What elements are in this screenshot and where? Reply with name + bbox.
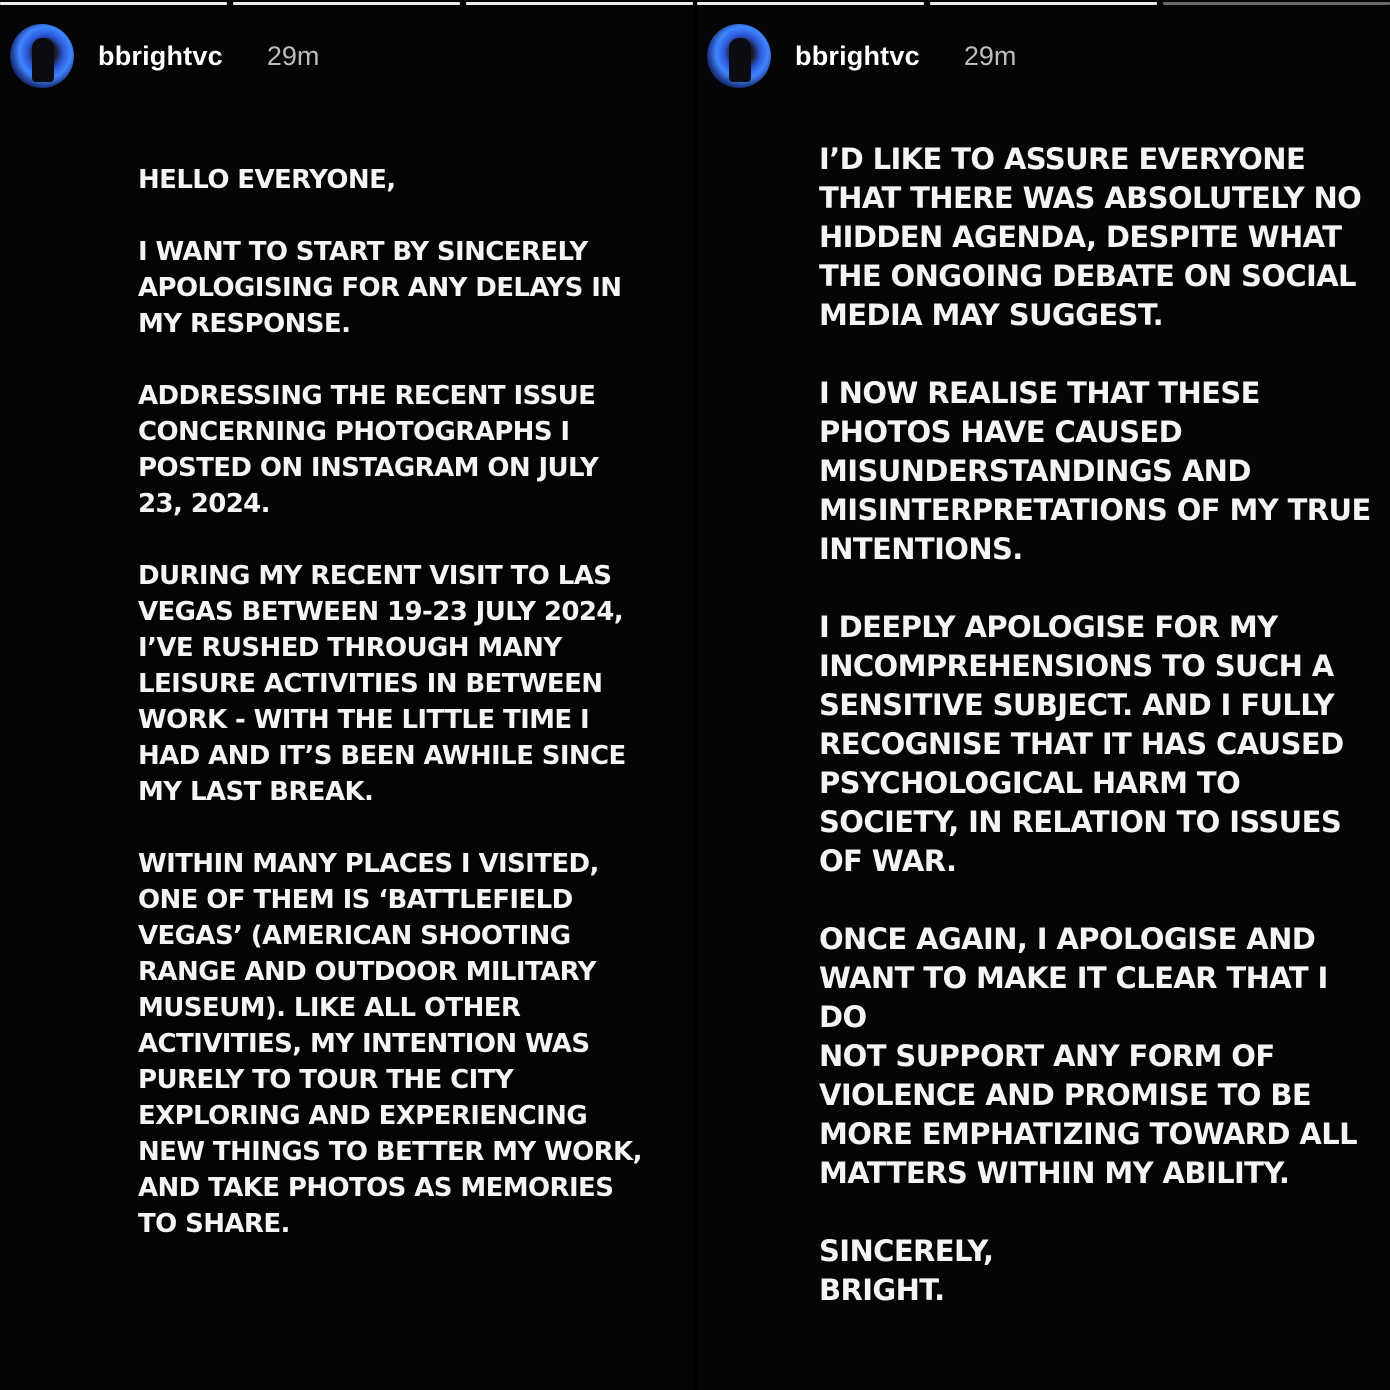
paragraph: DURING MY RECENT VISIT TO LAS VEGAS BETWEEN 19-23 JULY 2024, I’VE RUSHED THROUGH MANY LEISURE ACTIVITIES IN BETWEEN WORK - WITH THE LITTLE TIME I HAD AND IT’S BEEN AWHILE SINCE MY LAST BREAK. — [138, 561, 626, 807]
paragraph: ADDRESSING THE RECENT ISSUE CONCERNING PHOTOGRAPHS I POSTED ON INSTAGRAM ON JULY 23, 2024. — [138, 381, 599, 519]
paragraph: I NOW REALISE THAT THESE PHOTOS HAVE CAUSED MISUNDERSTANDINGS AND MISINTERPRETATIONS OF MY TRUE INTENTIONS. — [819, 376, 1371, 566]
post-time: 29m — [963, 40, 1017, 71]
story-text — [819, 140, 1379, 1310]
story-text — [138, 162, 658, 1242]
story-progress-bar — [0, 2, 693, 5]
progress-segment — [233, 2, 460, 5]
paragraph: WITHIN MANY PLACES I VISITED, ONE OF THEM IS ‘BATTLEFIELD VEGAS’ (AMERICAN SHOOTING RANGE AND OUTDOOR MILITARY MUSEUM). LIKE ALL OTHER ACTIVITIES, MY INTENTION WAS PURELY TO TOUR THE CITY EXPLORING AND EXPERIENCING NEW THINGS TO BETTER MY WORK, AND TAKE PHOTOS AS MEMORIES TO SHARE. — [138, 849, 642, 1239]
progress-segment — [930, 2, 1157, 5]
progress-segment — [466, 2, 693, 5]
story-progress-bar — [697, 2, 1390, 5]
paragraph: SINCERELY, BRIGHT. — [819, 1234, 994, 1307]
username[interactable]: bbrightvc — [795, 40, 920, 71]
progress-segment — [0, 2, 227, 5]
paragraph: I WANT TO START BY SINCERELY APOLOGISING FOR ANY DELAYS IN MY RESPONSE. — [138, 237, 622, 339]
paragraph: I DEEPLY APOLOGISE FOR MY INCOMPREHENSIONS TO SUCH A SENSITIVE SUBJECT. AND I FULLY RECOGNISE THAT IT HAS CAUSED PSYCHOLOGICAL HARM TO SOCIETY, IN RELATION TO ISSUES OF WAR. — [819, 610, 1344, 878]
story-header — [10, 24, 319, 88]
story-header — [707, 24, 1016, 88]
progress-segment — [697, 2, 924, 5]
story-panel-right[interactable] — [697, 0, 1390, 1390]
avatar[interactable] — [707, 24, 771, 88]
avatar[interactable] — [10, 24, 74, 88]
post-time: 29m — [266, 40, 320, 71]
paragraph: I’D LIKE TO ASSURE EVERYONE THAT THERE WAS ABSOLUTELY NO HIDDEN AGENDA, DESPITE WHAT THE ONGOING DEBATE ON SOCIAL MEDIA MAY SUGGEST. — [819, 142, 1362, 332]
username[interactable]: bbrightvc — [98, 40, 223, 71]
progress-segment — [1163, 2, 1390, 5]
paragraph: HELLO EVERYONE, — [138, 165, 396, 195]
story-panel-left[interactable] — [0, 0, 693, 1390]
paragraph: ONCE AGAIN, I APOLOGISE AND WANT TO MAKE IT CLEAR THAT I DO NOT SUPPORT ANY FORM OF VIOLENCE AND PROMISE TO BE MORE EMPHATIZING TOWARD ALL MATTERS WITHIN MY ABILITY. — [819, 922, 1357, 1190]
